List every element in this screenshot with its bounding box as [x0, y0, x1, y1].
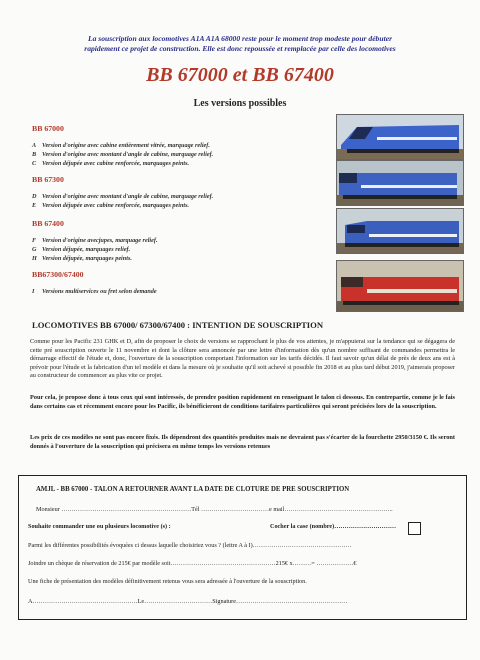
signature-field[interactable]: A……………………………………………Le……………………………Signature……………………………………………… — [28, 598, 348, 605]
souhaite-label: Souhaite commander une ou plusieurs locomotive (s) : — [28, 523, 171, 530]
group-bb67400 — [32, 219, 322, 263]
fiche-note: Une fiche de présentation des modèles définitivement retenus vous sera adressée à l'ouverture de la souscription. — [28, 578, 307, 585]
option-b — [32, 150, 322, 159]
loco-photo-blue-3 — [336, 208, 464, 254]
option-c — [32, 159, 322, 168]
locomotive-image — [337, 209, 463, 253]
option-h — [32, 254, 322, 263]
option-text: Version d'origine avec montant d'angle de cabine, marquage relief. — [42, 151, 214, 158]
option-letter: B — [32, 151, 37, 158]
option-letter: E — [32, 202, 37, 209]
option-letter: H — [32, 255, 37, 262]
version-choice-field[interactable]: Parmi les différentes possibilités évoquées ci dessus laquelle choisiriez vous ? (lettre A à I)………………………………………… — [28, 542, 352, 549]
option-text: Version d'origine avecjupes, marquage relief. — [42, 237, 158, 244]
paragraph-1: Comme pour les Pacific 231 GHK et D, afin de proposer le choix de versions se rapprochant le plus de vos attentes, je m'appuierai sur la tendance qui se dégagera de cette pré souscription ouverte le 11 novembre et dont la clôture sera annoncée par une lettre d'information dès qu'un nombre suffisant de commandes permettra le démarrage effectif de l'étude et, donc, l'ouverture de la souscription comportant l'information sur les tarifs décidés. Il faut savoir qu'un délai de près de deux ans est à prévoir pour l'étude et la fabrication d'un tel modèle et dans la mesure où je souhaite qu'il soit achevé si possible fin 2018 et au plus tard début 2019, j'aimerais proposer au constructeur de commencer au plus vite ce projet. — [30, 338, 455, 380]
intro-line: rapidement ce projet de construction. Elle est donc repoussée et remplacée par celle des locomotives — [84, 44, 396, 53]
paragraph-3: Les prix de ces modèles ne sont pas encore fixés. Ils dépendront des quantités produites mais ne devraient pas s'écarter de la fourchette 2950/3150 €. Ils seront donnés à l'ouverture de la souscription qui précisera en même temps les versions retenues — [30, 434, 455, 450]
quantity-checkbox[interactable] — [408, 522, 421, 535]
cheque-field[interactable]: Joindre un chèque de réservation de 215€ par modèle soit……………………………………………215€ x………= ………………€ — [28, 560, 357, 567]
monsieur-field[interactable]: Monsieur ………………………………………………………Tél ……………………………e mail…………………………………………….. — [36, 506, 393, 513]
option-letter: I — [32, 288, 35, 295]
locomotive-image — [337, 261, 463, 311]
section-title: LOCOMOTIVES BB 67000/ 67300/67400 : INTENTION DE SOUSCRIPTION — [32, 320, 324, 330]
page-title: BB 67000 et BB 67400 — [146, 64, 334, 86]
option-a — [32, 141, 322, 150]
group-heading: BB 67400 — [32, 219, 64, 228]
group-bb67000 — [32, 124, 322, 168]
option-g — [32, 245, 322, 254]
locomotive-image — [337, 161, 463, 205]
option-d — [32, 192, 322, 201]
option-text: Version déjupée, marquages relief. — [42, 246, 131, 253]
option-text: Version déjupée, marquages peints. — [42, 255, 132, 262]
group-heading: BB 67000 — [32, 124, 64, 133]
group-heading: BB67300/67400 — [32, 270, 84, 279]
option-text: Versions multiservices ou fret selon demande — [42, 288, 157, 295]
paragraph-2: Pour cela, je propose donc à tous ceux qui sont intéressés, de prendre position rapidement en renseignant le talon ci dessous. En contrepartie, comme je le fais dans certains cas et récemment encore pour les Pacific, ils bénéficieront de conditions tarifaires particulières qui seront précisées lors de la souscription. — [30, 394, 455, 410]
option-text: Version d'origine avec cabine entièrement vitrée, marquage relief. — [42, 142, 210, 149]
option-text: Version déjupée avec cabine renforcée, marquages peints. — [42, 202, 190, 209]
loco-photo-blue-1 — [336, 114, 464, 160]
intro-line: La souscription aux locomotives A1A A1A 68000 reste pour le moment trop modeste pour débuter — [87, 34, 393, 43]
form-header: AMJL - BB 67000 - TALON A RETOURNER AVANT LA DATE DE CLOTURE DE PRE SOUSCRIPTION — [36, 486, 350, 493]
intro-text — [30, 34, 450, 54]
option-f — [32, 236, 322, 245]
option-letter: F — [32, 237, 37, 244]
group-bb67300 — [32, 175, 322, 210]
option-letter: G — [32, 246, 37, 253]
option-letter: D — [32, 193, 37, 200]
option-letter: A — [32, 142, 37, 149]
loco-photo-red — [336, 260, 464, 312]
group-bb67300-67400 — [32, 270, 322, 296]
option-text: Version d'origine avec montant d'angle de cabine, marquage relief. — [42, 193, 214, 200]
option-text: Version déjupée avec cabine renforcée, marquages peints. — [42, 160, 190, 167]
option-letter: C — [32, 160, 37, 167]
cocher-field[interactable]: Cocher la case (nombre)………………………… — [270, 523, 397, 530]
loco-photo-blue-2 — [336, 160, 464, 206]
group-heading: BB 67300 — [32, 175, 64, 184]
page-subtitle: Les versions possibles — [193, 98, 287, 109]
option-i — [32, 287, 322, 296]
locomotive-image — [337, 115, 463, 159]
option-e — [32, 201, 322, 210]
